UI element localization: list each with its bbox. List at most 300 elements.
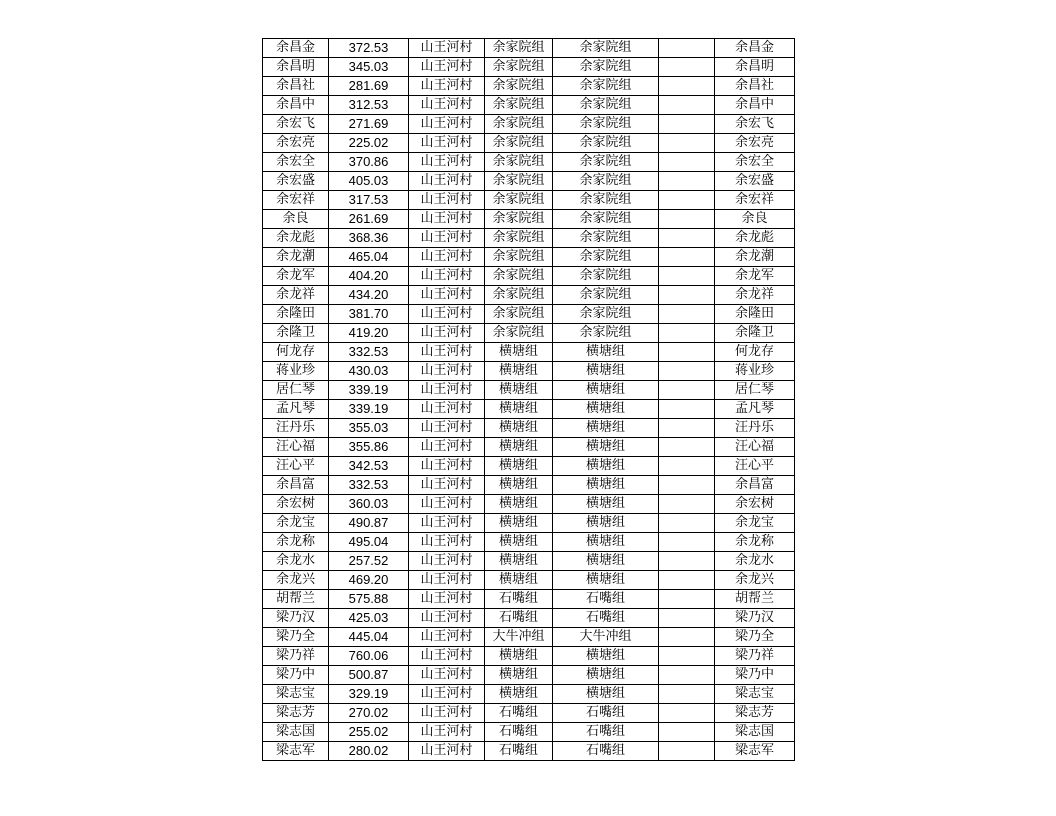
table-row: [263, 590, 795, 609]
amount-cell: 381.70: [329, 305, 409, 324]
amount-cell: 419.20: [329, 324, 409, 343]
amount-cell: 495.04: [329, 533, 409, 552]
blank-cell: [659, 172, 715, 191]
group-cell-2: 余家院组: [553, 153, 659, 172]
amount-cell: 329.19: [329, 685, 409, 704]
group-cell-2: 横塘组: [553, 343, 659, 362]
group-cell: 横塘组: [485, 457, 553, 476]
group-cell-2: 横塘组: [553, 362, 659, 381]
blank-cell: [659, 533, 715, 552]
amount-cell: 345.03: [329, 58, 409, 77]
table-row: [263, 723, 795, 742]
village-cell: 山王河村: [409, 400, 485, 419]
blank-cell: [659, 590, 715, 609]
name-cell: 梁志国: [263, 723, 329, 742]
name-cell-2: 孟凡琴: [715, 400, 795, 419]
name-cell-2: 余龙祥: [715, 286, 795, 305]
name-cell: 余宏祥: [263, 191, 329, 210]
blank-cell: [659, 647, 715, 666]
group-cell-2: 横塘组: [553, 457, 659, 476]
table-body: [263, 39, 795, 761]
blank-cell: [659, 628, 715, 647]
village-cell: 山王河村: [409, 191, 485, 210]
amount-cell: 332.53: [329, 343, 409, 362]
amount-cell: 405.03: [329, 172, 409, 191]
name-cell: 余龙军: [263, 267, 329, 286]
name-cell-2: 余宏飞: [715, 115, 795, 134]
amount-cell: 317.53: [329, 191, 409, 210]
group-cell: 余家院组: [485, 58, 553, 77]
name-cell-2: 余龙潮: [715, 248, 795, 267]
name-cell: 梁乃全: [263, 628, 329, 647]
blank-cell: [659, 115, 715, 134]
group-cell: 横塘组: [485, 381, 553, 400]
group-cell: 横塘组: [485, 495, 553, 514]
amount-cell: 255.02: [329, 723, 409, 742]
amount-cell: 368.36: [329, 229, 409, 248]
amount-cell: 404.20: [329, 267, 409, 286]
group-cell-2: 横塘组: [553, 533, 659, 552]
name-cell-2: 余宏祥: [715, 191, 795, 210]
table-row: [263, 343, 795, 362]
blank-cell: [659, 229, 715, 248]
group-cell-2: 横塘组: [553, 419, 659, 438]
blank-cell: [659, 457, 715, 476]
blank-cell: [659, 39, 715, 58]
village-cell: 山王河村: [409, 590, 485, 609]
name-cell-2: 余宏盛: [715, 172, 795, 191]
name-cell: 余龙潮: [263, 248, 329, 267]
amount-cell: 339.19: [329, 400, 409, 419]
group-cell: 横塘组: [485, 552, 553, 571]
village-cell: 山王河村: [409, 362, 485, 381]
table-row: [263, 134, 795, 153]
name-cell: 余昌中: [263, 96, 329, 115]
group-cell: 横塘组: [485, 343, 553, 362]
blank-cell: [659, 191, 715, 210]
village-cell: 山王河村: [409, 229, 485, 248]
table-row: [263, 704, 795, 723]
name-cell: 梁乃汉: [263, 609, 329, 628]
blank-cell: [659, 210, 715, 229]
village-cell: 山王河村: [409, 324, 485, 343]
group-cell-2: 余家院组: [553, 115, 659, 134]
village-cell: 山王河村: [409, 723, 485, 742]
group-cell: 余家院组: [485, 39, 553, 58]
group-cell: 余家院组: [485, 134, 553, 153]
group-cell-2: 余家院组: [553, 229, 659, 248]
name-cell: 余龙水: [263, 552, 329, 571]
village-cell: 山王河村: [409, 248, 485, 267]
group-cell-2: 余家院组: [553, 248, 659, 267]
blank-cell: [659, 438, 715, 457]
group-cell: 横塘组: [485, 533, 553, 552]
name-cell: 余龙称: [263, 533, 329, 552]
name-cell-2: 梁志军: [715, 742, 795, 761]
group-cell: 大牛冲组: [485, 628, 553, 647]
group-cell-2: 余家院组: [553, 267, 659, 286]
group-cell-2: 余家院组: [553, 39, 659, 58]
name-cell-2: 梁志宝: [715, 685, 795, 704]
blank-cell: [659, 723, 715, 742]
blank-cell: [659, 362, 715, 381]
group-cell-2: 余家院组: [553, 305, 659, 324]
village-cell: 山王河村: [409, 343, 485, 362]
group-cell-2: 石嘴组: [553, 723, 659, 742]
table-row: [263, 419, 795, 438]
table-row: [263, 286, 795, 305]
name-cell-2: 梁乃汉: [715, 609, 795, 628]
table-row: [263, 438, 795, 457]
table-row: [263, 39, 795, 58]
village-cell: 山王河村: [409, 685, 485, 704]
group-cell-2: 横塘组: [553, 495, 659, 514]
amount-cell: 490.87: [329, 514, 409, 533]
table-row: [263, 628, 795, 647]
blank-cell: [659, 96, 715, 115]
name-cell: 余昌金: [263, 39, 329, 58]
group-cell-2: 石嘴组: [553, 609, 659, 628]
table-row: [263, 210, 795, 229]
name-cell: 汪心平: [263, 457, 329, 476]
name-cell-2: 余龙彪: [715, 229, 795, 248]
group-cell: 余家院组: [485, 96, 553, 115]
blank-cell: [659, 248, 715, 267]
group-cell-2: 横塘组: [553, 476, 659, 495]
village-cell: 山王河村: [409, 609, 485, 628]
village-cell: 山王河村: [409, 115, 485, 134]
village-cell: 山王河村: [409, 305, 485, 324]
blank-cell: [659, 58, 715, 77]
group-cell-2: 横塘组: [553, 666, 659, 685]
table-row: [263, 571, 795, 590]
village-cell: 山王河村: [409, 552, 485, 571]
village-cell: 山王河村: [409, 77, 485, 96]
name-cell: 余隆田: [263, 305, 329, 324]
name-cell-2: 汪心平: [715, 457, 795, 476]
village-cell: 山王河村: [409, 628, 485, 647]
village-cell: 山王河村: [409, 704, 485, 723]
table-row: [263, 400, 795, 419]
name-cell: 梁志芳: [263, 704, 329, 723]
amount-cell: 430.03: [329, 362, 409, 381]
blank-cell: [659, 419, 715, 438]
village-cell: 山王河村: [409, 39, 485, 58]
amount-cell: 312.53: [329, 96, 409, 115]
name-cell: 余宏亮: [263, 134, 329, 153]
amount-cell: 575.88: [329, 590, 409, 609]
group-cell: 余家院组: [485, 153, 553, 172]
group-cell-2: 余家院组: [553, 77, 659, 96]
group-cell: 石嘴组: [485, 704, 553, 723]
amount-cell: 445.04: [329, 628, 409, 647]
village-cell: 山王河村: [409, 533, 485, 552]
group-cell: 横塘组: [485, 362, 553, 381]
blank-cell: [659, 609, 715, 628]
name-cell: 梁乃中: [263, 666, 329, 685]
blank-cell: [659, 476, 715, 495]
table-row: [263, 324, 795, 343]
group-cell: 余家院组: [485, 267, 553, 286]
name-cell-2: 余昌明: [715, 58, 795, 77]
group-cell: 横塘组: [485, 571, 553, 590]
amount-cell: 280.02: [329, 742, 409, 761]
group-cell: 余家院组: [485, 305, 553, 324]
table-row: [263, 96, 795, 115]
group-cell: 横塘组: [485, 438, 553, 457]
name-cell-2: 蒋业珍: [715, 362, 795, 381]
blank-cell: [659, 267, 715, 286]
group-cell-2: 余家院组: [553, 172, 659, 191]
amount-cell: 355.86: [329, 438, 409, 457]
village-cell: 山王河村: [409, 438, 485, 457]
amount-cell: 281.69: [329, 77, 409, 96]
group-cell-2: 横塘组: [553, 381, 659, 400]
amount-cell: 760.06: [329, 647, 409, 666]
group-cell-2: 余家院组: [553, 286, 659, 305]
table-row: [263, 58, 795, 77]
name-cell: 余龙兴: [263, 571, 329, 590]
name-cell-2: 余宏树: [715, 495, 795, 514]
name-cell-2: 余昌金: [715, 39, 795, 58]
group-cell: 横塘组: [485, 666, 553, 685]
village-cell: 山王河村: [409, 647, 485, 666]
amount-cell: 261.69: [329, 210, 409, 229]
village-cell: 山王河村: [409, 381, 485, 400]
village-cell: 山王河村: [409, 58, 485, 77]
blank-cell: [659, 305, 715, 324]
name-cell-2: 余龙称: [715, 533, 795, 552]
amount-cell: 271.69: [329, 115, 409, 134]
amount-cell: 434.20: [329, 286, 409, 305]
group-cell: 横塘组: [485, 647, 553, 666]
village-cell: 山王河村: [409, 96, 485, 115]
group-cell: 余家院组: [485, 210, 553, 229]
group-cell: 石嘴组: [485, 609, 553, 628]
table-row: [263, 495, 795, 514]
village-cell: 山王河村: [409, 267, 485, 286]
name-cell: 余龙祥: [263, 286, 329, 305]
name-cell-2: 梁志国: [715, 723, 795, 742]
group-cell: 横塘组: [485, 419, 553, 438]
data-table: [262, 38, 795, 761]
group-cell-2: 余家院组: [553, 58, 659, 77]
name-cell-2: 余龙军: [715, 267, 795, 286]
group-cell: 余家院组: [485, 191, 553, 210]
village-cell: 山王河村: [409, 457, 485, 476]
table-row: [263, 153, 795, 172]
blank-cell: [659, 286, 715, 305]
name-cell-2: 余龙水: [715, 552, 795, 571]
table-row: [263, 609, 795, 628]
name-cell: 余宏全: [263, 153, 329, 172]
table-row: [263, 552, 795, 571]
group-cell-2: 余家院组: [553, 96, 659, 115]
group-cell: 横塘组: [485, 476, 553, 495]
table-row: [263, 666, 795, 685]
group-cell: 余家院组: [485, 248, 553, 267]
name-cell-2: 梁乃祥: [715, 647, 795, 666]
blank-cell: [659, 400, 715, 419]
name-cell-2: 汪丹乐: [715, 419, 795, 438]
table-row: [263, 115, 795, 134]
group-cell: 余家院组: [485, 172, 553, 191]
table-row: [263, 305, 795, 324]
group-cell: 石嘴组: [485, 590, 553, 609]
village-cell: 山王河村: [409, 742, 485, 761]
table-row: [263, 647, 795, 666]
name-cell: 胡帮兰: [263, 590, 329, 609]
group-cell-2: 石嘴组: [553, 704, 659, 723]
group-cell: 石嘴组: [485, 742, 553, 761]
amount-cell: 339.19: [329, 381, 409, 400]
blank-cell: [659, 666, 715, 685]
name-cell: 余隆卫: [263, 324, 329, 343]
name-cell: 余良: [263, 210, 329, 229]
table-row: [263, 77, 795, 96]
group-cell-2: 石嘴组: [553, 742, 659, 761]
name-cell-2: 余龙宝: [715, 514, 795, 533]
table-row: [263, 514, 795, 533]
village-cell: 山王河村: [409, 172, 485, 191]
amount-cell: 370.86: [329, 153, 409, 172]
blank-cell: [659, 381, 715, 400]
blank-cell: [659, 153, 715, 172]
name-cell: 余昌明: [263, 58, 329, 77]
blank-cell: [659, 495, 715, 514]
group-cell-2: 余家院组: [553, 324, 659, 343]
name-cell: 梁志军: [263, 742, 329, 761]
group-cell-2: 余家院组: [553, 210, 659, 229]
group-cell-2: 余家院组: [553, 134, 659, 153]
group-cell: 余家院组: [485, 229, 553, 248]
name-cell: 孟凡琴: [263, 400, 329, 419]
group-cell-2: 横塘组: [553, 552, 659, 571]
name-cell: 梁志宝: [263, 685, 329, 704]
village-cell: 山王河村: [409, 476, 485, 495]
group-cell-2: 横塘组: [553, 438, 659, 457]
name-cell-2: 梁志芳: [715, 704, 795, 723]
amount-cell: 225.02: [329, 134, 409, 153]
group-cell: 横塘组: [485, 685, 553, 704]
name-cell: 余昌富: [263, 476, 329, 495]
group-cell-2: 横塘组: [553, 685, 659, 704]
table-row: [263, 362, 795, 381]
name-cell-2: 居仁琴: [715, 381, 795, 400]
blank-cell: [659, 552, 715, 571]
name-cell-2: 余宏全: [715, 153, 795, 172]
amount-cell: 360.03: [329, 495, 409, 514]
village-cell: 山王河村: [409, 514, 485, 533]
blank-cell: [659, 514, 715, 533]
table-row: [263, 533, 795, 552]
village-cell: 山王河村: [409, 134, 485, 153]
table-row: [263, 685, 795, 704]
blank-cell: [659, 324, 715, 343]
group-cell: 横塘组: [485, 514, 553, 533]
amount-cell: 342.53: [329, 457, 409, 476]
group-cell-2: 石嘴组: [553, 590, 659, 609]
group-cell: 余家院组: [485, 286, 553, 305]
village-cell: 山王河村: [409, 571, 485, 590]
amount-cell: 355.03: [329, 419, 409, 438]
group-cell-2: 余家院组: [553, 191, 659, 210]
table-row: [263, 172, 795, 191]
table-row: [263, 381, 795, 400]
amount-cell: 500.87: [329, 666, 409, 685]
name-cell-2: 余昌中: [715, 96, 795, 115]
village-cell: 山王河村: [409, 153, 485, 172]
name-cell-2: 余昌富: [715, 476, 795, 495]
amount-cell: 465.04: [329, 248, 409, 267]
blank-cell: [659, 685, 715, 704]
name-cell: 余龙彪: [263, 229, 329, 248]
village-cell: 山王河村: [409, 210, 485, 229]
amount-cell: 270.02: [329, 704, 409, 723]
name-cell: 汪丹乐: [263, 419, 329, 438]
name-cell: 何龙存: [263, 343, 329, 362]
table-row: [263, 191, 795, 210]
name-cell-2: 余龙兴: [715, 571, 795, 590]
name-cell: 汪心福: [263, 438, 329, 457]
name-cell-2: 余昌社: [715, 77, 795, 96]
amount-cell: 425.03: [329, 609, 409, 628]
group-cell-2: 横塘组: [553, 571, 659, 590]
name-cell-2: 胡帮兰: [715, 590, 795, 609]
group-cell: 石嘴组: [485, 723, 553, 742]
village-cell: 山王河村: [409, 495, 485, 514]
table-row: [263, 229, 795, 248]
name-cell: 余宏飞: [263, 115, 329, 134]
amount-cell: 372.53: [329, 39, 409, 58]
name-cell-2: 余良: [715, 210, 795, 229]
group-cell-2: 横塘组: [553, 514, 659, 533]
name-cell: 余昌社: [263, 77, 329, 96]
blank-cell: [659, 742, 715, 761]
group-cell: 横塘组: [485, 400, 553, 419]
blank-cell: [659, 77, 715, 96]
blank-cell: [659, 704, 715, 723]
table-row: [263, 742, 795, 761]
group-cell-2: 横塘组: [553, 647, 659, 666]
name-cell: 余龙宝: [263, 514, 329, 533]
name-cell-2: 余宏亮: [715, 134, 795, 153]
name-cell-2: 梁乃中: [715, 666, 795, 685]
table-row: [263, 267, 795, 286]
amount-cell: 332.53: [329, 476, 409, 495]
group-cell-2: 大牛冲组: [553, 628, 659, 647]
group-cell-2: 横塘组: [553, 400, 659, 419]
name-cell: 蒋业珍: [263, 362, 329, 381]
amount-cell: 257.52: [329, 552, 409, 571]
name-cell: 余宏树: [263, 495, 329, 514]
name-cell-2: 余隆卫: [715, 324, 795, 343]
name-cell-2: 汪心福: [715, 438, 795, 457]
group-cell: 余家院组: [485, 324, 553, 343]
name-cell: 居仁琴: [263, 381, 329, 400]
amount-cell: 469.20: [329, 571, 409, 590]
blank-cell: [659, 134, 715, 153]
table-row: [263, 457, 795, 476]
blank-cell: [659, 571, 715, 590]
village-cell: 山王河村: [409, 419, 485, 438]
village-cell: 山王河村: [409, 666, 485, 685]
group-cell: 余家院组: [485, 115, 553, 134]
group-cell: 余家院组: [485, 77, 553, 96]
table-row: [263, 248, 795, 267]
name-cell: 梁乃祥: [263, 647, 329, 666]
village-cell: 山王河村: [409, 286, 485, 305]
